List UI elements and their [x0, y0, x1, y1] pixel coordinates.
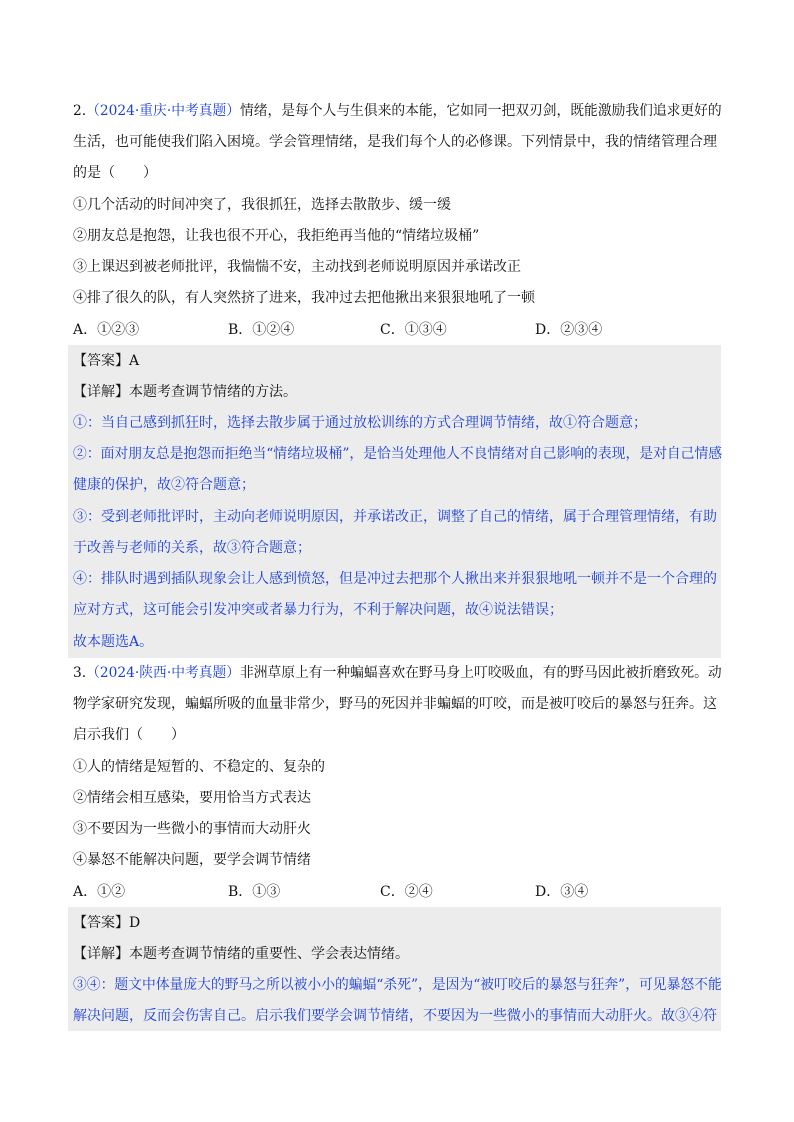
q2-option-b: B．①②④ [228, 322, 295, 338]
q2-item-1: ①几个活动的时间冲突了，我很抓狂，选择去散散步、缓一缓 [73, 197, 451, 213]
q2-explanation-6: ④：排队时遇到插队现象会让人感到愤怒，但是冲过去把那个人揪出来并狠狠地吼一顿并不是一个合理的 [73, 571, 717, 587]
q3-option-b: B．①③ [228, 884, 281, 900]
q3-option-a: A．①② [73, 884, 126, 900]
q2-number: 2. [73, 103, 87, 119]
q3-stem-line3: 启示我们（ ） [73, 727, 185, 743]
q3-number: 3. [73, 665, 87, 681]
q2-explanation-2: ②：面对朋友总是抱怨而拒绝当“情绪垃圾桶”，是恰当处理他人不良情绪对自己影响的表现，是对自己情感 [73, 446, 723, 462]
q2-item-2: ②朋友总是抱怨，让我也很不开心，我拒绝再当他的“情绪垃圾桶” [73, 228, 480, 244]
q3-item-3: ③不要因为一些微小的事情而大动肝火 [73, 821, 311, 837]
q2-item-4: ④排了很久的队，有人突然挤了进来，我冲过去把他揪出来狠狠地吼了一顿 [73, 290, 535, 306]
q3-item-4: ④暴怒不能解决问题，要学会调节情绪 [73, 852, 311, 868]
q3-source: （2024·陕西·中考真题） [86, 665, 241, 681]
q2-option-d: D．②③④ [535, 322, 603, 338]
q3-option-c: C．②④ [380, 884, 433, 900]
q2-answer: 【答案】A [73, 353, 140, 369]
q2-explanation-7: 应对方式，这可能会引发冲突或者暴力行为，不利于解决问题，故④说法错误； [73, 602, 563, 618]
q2-option-c: C．①③④ [380, 322, 447, 338]
q3-detail-title: 【详解】本题考查调节情绪的重要性、学会表达情绪。 [73, 946, 409, 962]
q2-stem-text1: 情绪，是每个人与生俱来的本能，它如同一把双刃剑，既能激励我们追求更好的 [240, 103, 722, 119]
q3-item-1: ①人的情绪是短暂的、不稳定的、复杂的 [73, 759, 325, 775]
q2-stem-line1 [73, 101, 722, 121]
q3-option-d: D．③④ [535, 884, 589, 900]
q2-explanation-5: 于改善与老师的关系，故③符合题意； [73, 540, 311, 556]
q2-detail-title: 【详解】本题考查调节情绪的方法。 [73, 384, 297, 400]
q3-stem-line1 [73, 663, 722, 683]
q2-conclusion: 故本题选A。 [73, 634, 154, 650]
q3-explanation-1: ③④：题文中体量庞大的野马之所以被小小的蝙蝠“杀死”，是因为“被叮咬后的暴怒与狂奔”，可见暴怒不能 [73, 977, 722, 993]
q2-explanation-3: 健康的保护，故②符合题意； [73, 477, 255, 493]
q2-stem-line3: 的是（ ） [73, 165, 157, 181]
q3-answer: 【答案】D [73, 915, 141, 931]
q2-source: （2024·重庆·中考真题） [86, 103, 241, 119]
q2-option-a: A．①②③ [73, 322, 140, 338]
q3-explanation-2: 解决问题，反而会伤害自己。启示我们要学会调节情绪，不要因为一些微小的事情而大动肝火。故③④符 [73, 1008, 717, 1024]
q2-item-3: ③上课迟到被老师批评，我惴惴不安，主动找到老师说明原因并承诺改正 [73, 259, 521, 275]
q3-item-2: ②情绪会相互感染，要用恰当方式表达 [73, 790, 311, 806]
q3-stem-text1: 非洲草原上有一种蝙蝠喜欢在野马身上叮咬吸血，有的野马因此被折磨致死。动 [240, 665, 722, 681]
q2-stem-line2: 生活，也可能使我们陷入困境。学会管理情绪，是我们每个人的必修课。下列情景中，我的情绪管理合理 [73, 134, 717, 150]
q2-explanation-4: ③：受到老师批评时，主动向老师说明原因，并承诺改正，调整了自己的情绪，属于合理管理情绪，有助 [73, 509, 717, 525]
q3-stem-line2: 物学家研究发现，蝙蝠所吸的血量非常少，野马的死因并非蝙蝠的叮咬，而是被叮咬后的暴怒与狂奔。这 [73, 696, 717, 712]
q2-explanation-1: ①：当自己感到抓狂时，选择去散步属于通过放松训练的方式合理调节情绪，故①符合题意； [73, 415, 647, 431]
